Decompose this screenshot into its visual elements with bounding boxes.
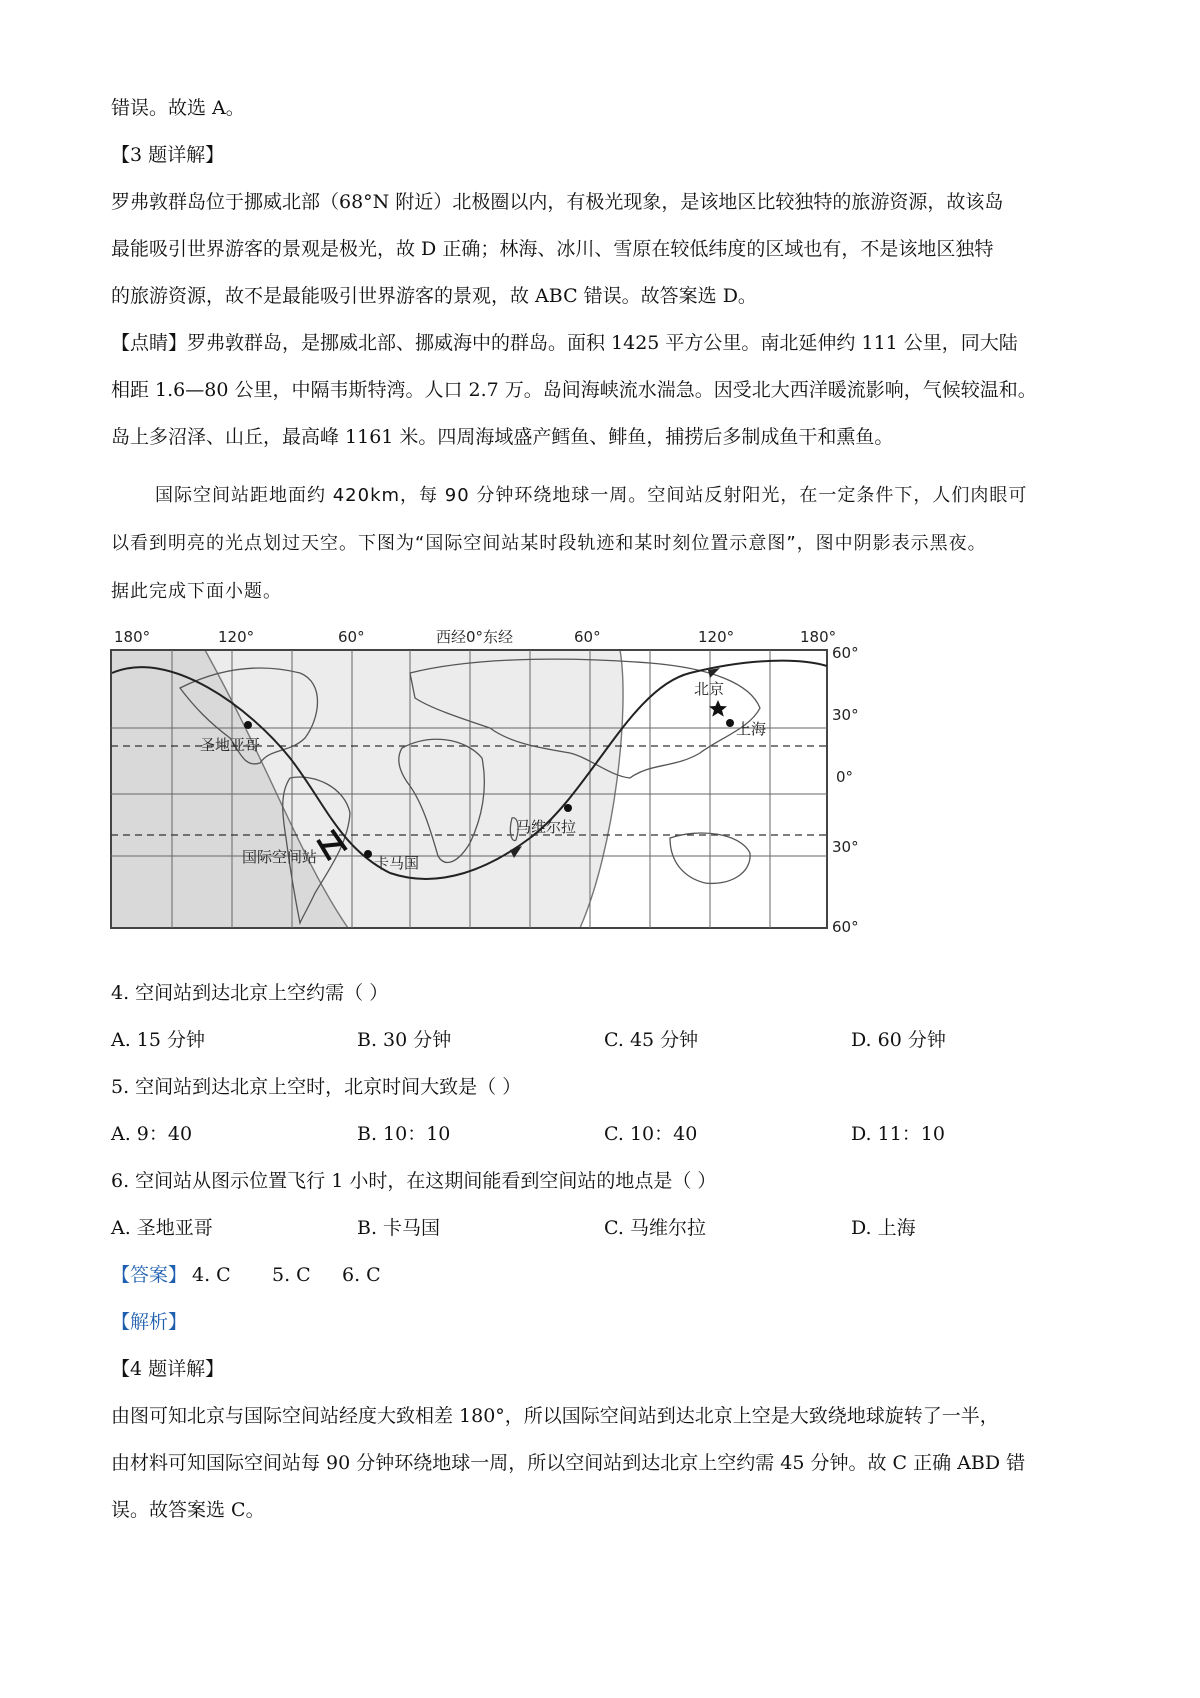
question-stem: 4. 空间站到达北京上空约需（ ）	[111, 982, 389, 1004]
longitude-label: 120°	[698, 628, 735, 646]
beijing-label: 北京	[694, 680, 725, 698]
stimulus-line: 国际空间站距地面约 420km，每 90 分钟环绕地球一周。空间站反射阳光，在一定条件下，人们肉眼可	[155, 485, 1028, 506]
latitude-label: 30°	[832, 838, 859, 856]
analysis-tag: 【解析】	[111, 1311, 188, 1333]
option-a: A. 9：40	[111, 1123, 193, 1145]
text-line: 【点睛】罗弗敦群岛，是挪威北部、挪威海中的群岛。面积 1425 平方公里。南北延伸约 111 公里，同大陆	[111, 332, 1018, 354]
answer-value: 6. C	[342, 1264, 381, 1286]
san-diego-point	[244, 721, 252, 729]
text-line: 岛上多沼泽、山丘，最高峰 1161 米。四周海域盛产鳕鱼、鲱鱼，捕捞后多制成鱼干和熏鱼。	[111, 426, 894, 448]
text-line: 相距 1.6—80 公里，中隔韦斯特湾。人口 2.7 万。岛间海峡流水湍急。因受北大西洋暖流影响，气候较温和。	[111, 379, 1037, 401]
latitude-label: 60°	[832, 644, 859, 662]
option-c: C. 10：40	[604, 1123, 698, 1145]
camaguey-point	[364, 850, 372, 858]
text-line: 由图可知北京与国际空间站经度大致相差 180°，所以国际空间站到达北京上空是大致绕地球旋转了一半，	[111, 1405, 999, 1427]
mahavelona-point	[564, 804, 572, 812]
iss-label: 国际空间站	[242, 848, 318, 866]
latitude-label: 30°	[832, 706, 859, 724]
text-line: 罗弗敦群岛位于挪威北部（68°N 附近）北极圈以内，有极光现象，是该地区比较独特的旅游资源，故该岛	[111, 191, 1004, 213]
option-a: A. 圣地亚哥	[111, 1217, 213, 1239]
answer-value: 4. C	[192, 1264, 231, 1286]
option-c: C. 马维尔拉	[604, 1217, 706, 1239]
map-graphic	[110, 628, 934, 950]
text-line: 最能吸引世界游客的景观是极光，故 D 正确；林海、冰川、雪原在较低纬度的区域也有，不是该地区独特	[111, 238, 994, 260]
option-d: D. 上海	[851, 1217, 916, 1239]
longitude-label: 180°	[800, 628, 837, 646]
longitude-label: 180°	[114, 628, 151, 646]
stimulus-line: 据此完成下面小题。	[111, 581, 282, 602]
latitude-label: 0°	[836, 768, 854, 786]
answer-value: 5. C	[272, 1264, 311, 1286]
option-b: B. 10：10	[357, 1123, 451, 1145]
text-line: 的旅游资源，故不是最能吸引世界游客的景观，故 ABC 错误。故答案选 D。	[111, 285, 757, 307]
question-stem: 6. 空间站从图示位置飞行 1 小时，在这期间能看到空间站的地点是（ ）	[111, 1170, 717, 1192]
san-diego-label: 圣地亚哥	[200, 736, 261, 754]
longitude-label: 西经0°东经	[436, 628, 514, 646]
shanghai-label: 上海	[736, 720, 767, 738]
text-line: 由材料可知国际空间站每 90 分钟环绕地球一周，所以空间站到达北京上空约需 45 分钟。故 C 正确 ABD 错	[111, 1452, 1026, 1474]
answer-tag: 【答案】	[111, 1264, 188, 1286]
option-b: B. 卡马国	[357, 1217, 441, 1239]
stimulus-line: 以看到明亮的光点划过天空。下图为“国际空间站某时段轨迹和某时刻位置示意图”，图中阴影表示黑夜。	[111, 533, 987, 554]
text-line: 误。故答案选 C。	[111, 1499, 265, 1521]
shanghai-point	[726, 719, 734, 727]
text-line: 错误。故选 A。	[111, 97, 245, 119]
longitude-label: 120°	[218, 628, 255, 646]
latitude-label: 60°	[832, 918, 859, 936]
iss-orbit-map	[110, 628, 934, 950]
option-a: A. 15 分钟	[111, 1029, 206, 1051]
section-heading: 【3 题详解】	[111, 144, 225, 166]
option-b: B. 30 分钟	[357, 1029, 452, 1051]
camaguey-label: 卡马国	[374, 854, 420, 872]
option-d: D. 60 分钟	[851, 1029, 946, 1051]
section-heading: 【4 题详解】	[111, 1358, 225, 1380]
longitude-label: 60°	[338, 628, 365, 646]
longitude-label: 60°	[574, 628, 601, 646]
question-stem: 5. 空间站到达北京上空时，北京时间大致是（ ）	[111, 1076, 522, 1098]
option-c: C. 45 分钟	[604, 1029, 699, 1051]
option-d: D. 11：10	[851, 1123, 945, 1145]
mahavelona-label: 马维尔拉	[516, 818, 577, 836]
